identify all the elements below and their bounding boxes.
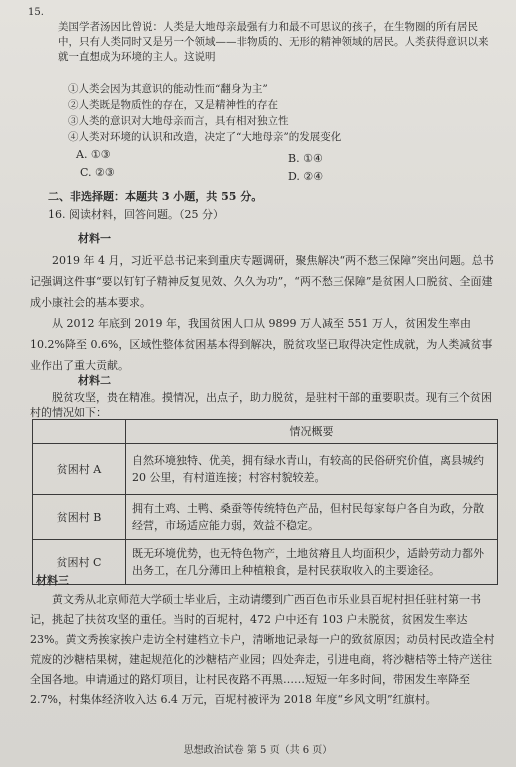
- table-row: [33, 540, 498, 585]
- question-number: 16.: [48, 208, 66, 221]
- option-b: B. ①④: [288, 152, 323, 165]
- statement-item: ①人类会因为其意识的能动性而“翻身为主”: [68, 83, 268, 95]
- village-name: 贫困村 B: [33, 495, 126, 540]
- table-row: [33, 495, 498, 540]
- material-2-intro: 脱贫攻坚，贵在精准。摸情况，出点子，助力脱贫，是驻村干部的重要职责。现有三个贫困村的情况如下：: [30, 391, 492, 419]
- village-description: 既无环境优势，也无特色物产，土地贫瘠且人均面积少，适龄劳动力都外出务工，在几分薄田上种植粮食，是村民获取收入的主要途径。: [126, 540, 498, 585]
- question-16: [48, 208, 224, 222]
- material-3-paragraph: 黄文秀从北京师范大学硕士毕业后，主动请缨到广西百色市乐业县百坭村担任驻村第一书记，挑起了扶贫攻坚的重任。当时的百坭村，472 户中还有 103 户未脱贫，贫困发生率达 23%。黄文秀挨家挨户走访全村建档立卡户，清晰地记录每一户的致贫原因；动员村民改造全村荒废的沙糖桔果树，建起规范化的沙糖桔产业园；四处奔走，引进电商，将沙糖桔等土特产送往全国各地。申请通过的路灯项目，让村民夜路不再黑……短短一年多时间，带困发生率降至 2.7%，村集体经济收入达 6.4 万元，百坭村被评为 2018 年度“乡风文明”红旗村。: [30, 593, 495, 706]
- village-description: 自然环境独特、优美，拥有绿水青山，有较高的民俗研究价值，离县城约 20 公里，有村道连接；村容村貌较差。: [126, 444, 498, 495]
- village-description: 拥有土鸡、土鸭、桑蚕等传统特色产品，但村民每家每户各自为政，分散经营，市场适应能力弱，效益不稳定。: [126, 495, 498, 540]
- village-name: 贫困村 C: [33, 540, 126, 585]
- page-footer: 思想政治试卷 第 5 页（共 6 页）: [183, 745, 333, 756]
- table-header: 情况概要: [126, 420, 498, 444]
- question-stem: 美国学者汤因比曾说：人类是大地母亲最强有力和最不可思议的孩子，在生物圈的所有居民中，只有人类同时又是另一个领域——非物质的、无形的精神领域的居民。人类获得意识以来就一直想成为环境的主人。这说明: [58, 21, 489, 63]
- statement-item: ②人类既是物质性的存在，又是精神性的存在: [68, 99, 278, 111]
- village-table: [32, 419, 498, 585]
- option-d: D. ②④: [288, 170, 324, 183]
- village-name: 贫困村 A: [33, 444, 126, 495]
- table-header-blank: [33, 420, 126, 444]
- material-1-paragraph: 2019 年 4 月，习近平总书记来到重庆专题调研，聚焦解决“两不愁三保障”突出问题。总书记强调这件事“要以钉钉子精神反复见效、久久为功”，“两不愁三保障”是贫困人口脱贫、全面建成小康社会的基本要求。: [30, 254, 494, 309]
- statement-item: ③人类的意识对大地母亲而言，具有相对独立性: [68, 115, 289, 127]
- question-number: 15.: [28, 7, 44, 18]
- section-heading: 二、非选择题：本题共 3 小题，共 55 分。: [48, 190, 263, 203]
- material-2-title: 材料二: [78, 374, 111, 387]
- material-1-title: 材料一: [78, 232, 111, 245]
- option-c: C. ②③: [80, 166, 115, 179]
- option-a: A. ①③: [76, 148, 111, 161]
- table-row: [33, 444, 498, 495]
- material-1-paragraph: 从 2012 年底到 2019 年，我国贫困人口从 9899 万人减至 551 万人，贫困发生率由 10.2%降至 0.6%，区域性整体贫困基本得到解决，脱贫攻坚已取得决定性成就，为人类减贫事业作出了重大贡献。: [30, 317, 493, 372]
- material-3-title: 材料三: [36, 574, 69, 587]
- statement-item: ④人类对环境的认识和改造，决定了“大地母亲”的发展变化: [68, 131, 342, 143]
- question-prompt: 阅读材料，回答问题。（25 分）: [69, 208, 224, 221]
